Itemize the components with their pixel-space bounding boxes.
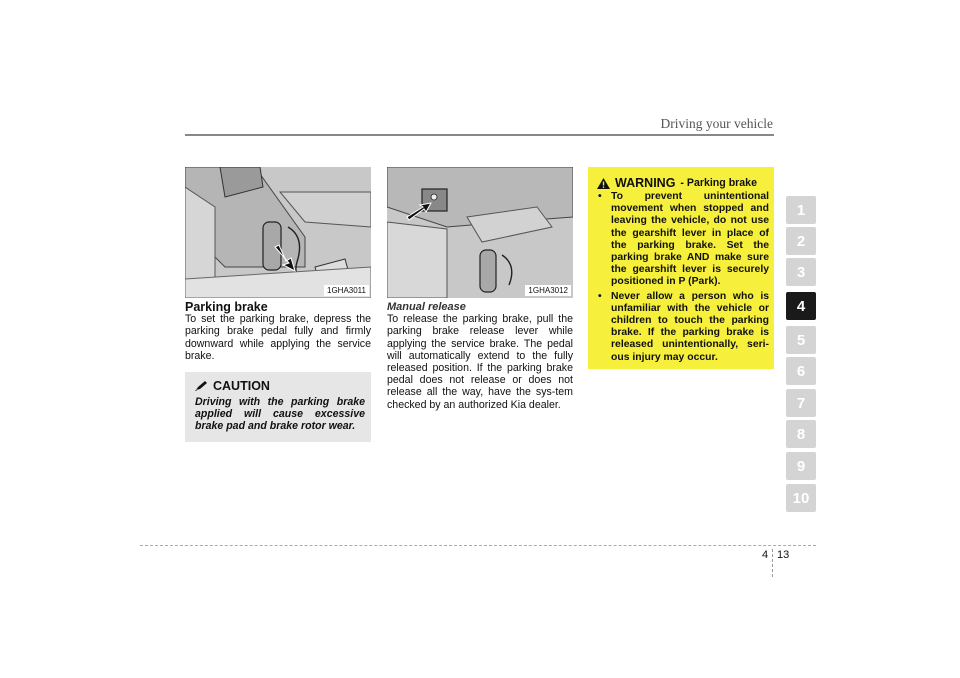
page-number: 13	[777, 549, 790, 561]
chapter-tab-6[interactable]: 6	[786, 357, 816, 385]
caution-box	[185, 372, 371, 442]
footer-rule	[140, 545, 816, 546]
section-title: Manual release	[387, 301, 466, 313]
chapter-tab-10[interactable]: 10	[786, 484, 816, 512]
pencil-icon	[195, 381, 208, 391]
release-lever-illustration	[387, 167, 573, 298]
chapter-tab-8[interactable]: 8	[786, 420, 816, 448]
caution-text: Driving with the parking brake applied will cause excessive brake pad and brake rotor wear.	[195, 396, 365, 433]
section-title: Parking brake	[185, 300, 268, 314]
caution-header	[195, 379, 270, 393]
page-number-separator	[772, 549, 773, 577]
warning-label: WARNING	[615, 176, 676, 190]
warning-box	[588, 167, 774, 369]
chapter-tab-3[interactable]: 3	[786, 258, 816, 286]
warning-subtitle: - Parking brake	[680, 177, 757, 189]
chapter-tab-9[interactable]: 9	[786, 452, 816, 480]
running-header: Driving your vehicle	[660, 116, 773, 131]
pedal-drawing	[185, 167, 371, 298]
chapter-tab-5[interactable]: 5	[786, 326, 816, 354]
parking-brake-pedal-illustration	[185, 167, 371, 298]
chapter-tab-2[interactable]: 2	[786, 227, 816, 255]
manual-release-section	[387, 301, 573, 411]
section-body: To set the parking brake, depress the parking brake pedal fully and firmly downward while applying the service brake.	[185, 313, 371, 362]
warning-item: • Never allow a person who is unfamiliar with the vehicle or children to touch the parking brake. If the parking brake is released unintentionally, seri-ous injury may occur.	[597, 291, 769, 364]
page-chapter-number: 4	[762, 549, 769, 561]
caution-label: CAUTION	[213, 379, 270, 393]
chapter-tab-1[interactable]: 1	[786, 196, 816, 224]
figure-code: 1GHA3011	[324, 285, 369, 296]
warning-item: • To prevent unintentional movement when stopped and leaving the vehicle, do not use the gearshift lever in place of the parking brake. Set the parking brake AND make sure the gearshift lever is securely positioned in P (Park).	[597, 191, 769, 289]
warning-header	[597, 176, 757, 190]
parking-brake-section	[185, 301, 371, 362]
chapter-tab-4[interactable]: 4	[786, 292, 816, 320]
warning-triangle-icon	[597, 178, 610, 189]
chapter-tab-7[interactable]: 7	[786, 389, 816, 417]
figure-code: 1GHA3012	[525, 285, 571, 296]
lever-drawing	[387, 167, 573, 298]
header-rule	[185, 134, 774, 136]
warning-list	[597, 191, 769, 366]
section-body: To release the parking brake, pull the parking brake release lever while applying the service brake. The pedal will automatically extend to the fully released position. If the parking brake pedal does not release or does not release all the way, have the sys-tem checked by an authorized Kia dealer.	[387, 313, 573, 411]
